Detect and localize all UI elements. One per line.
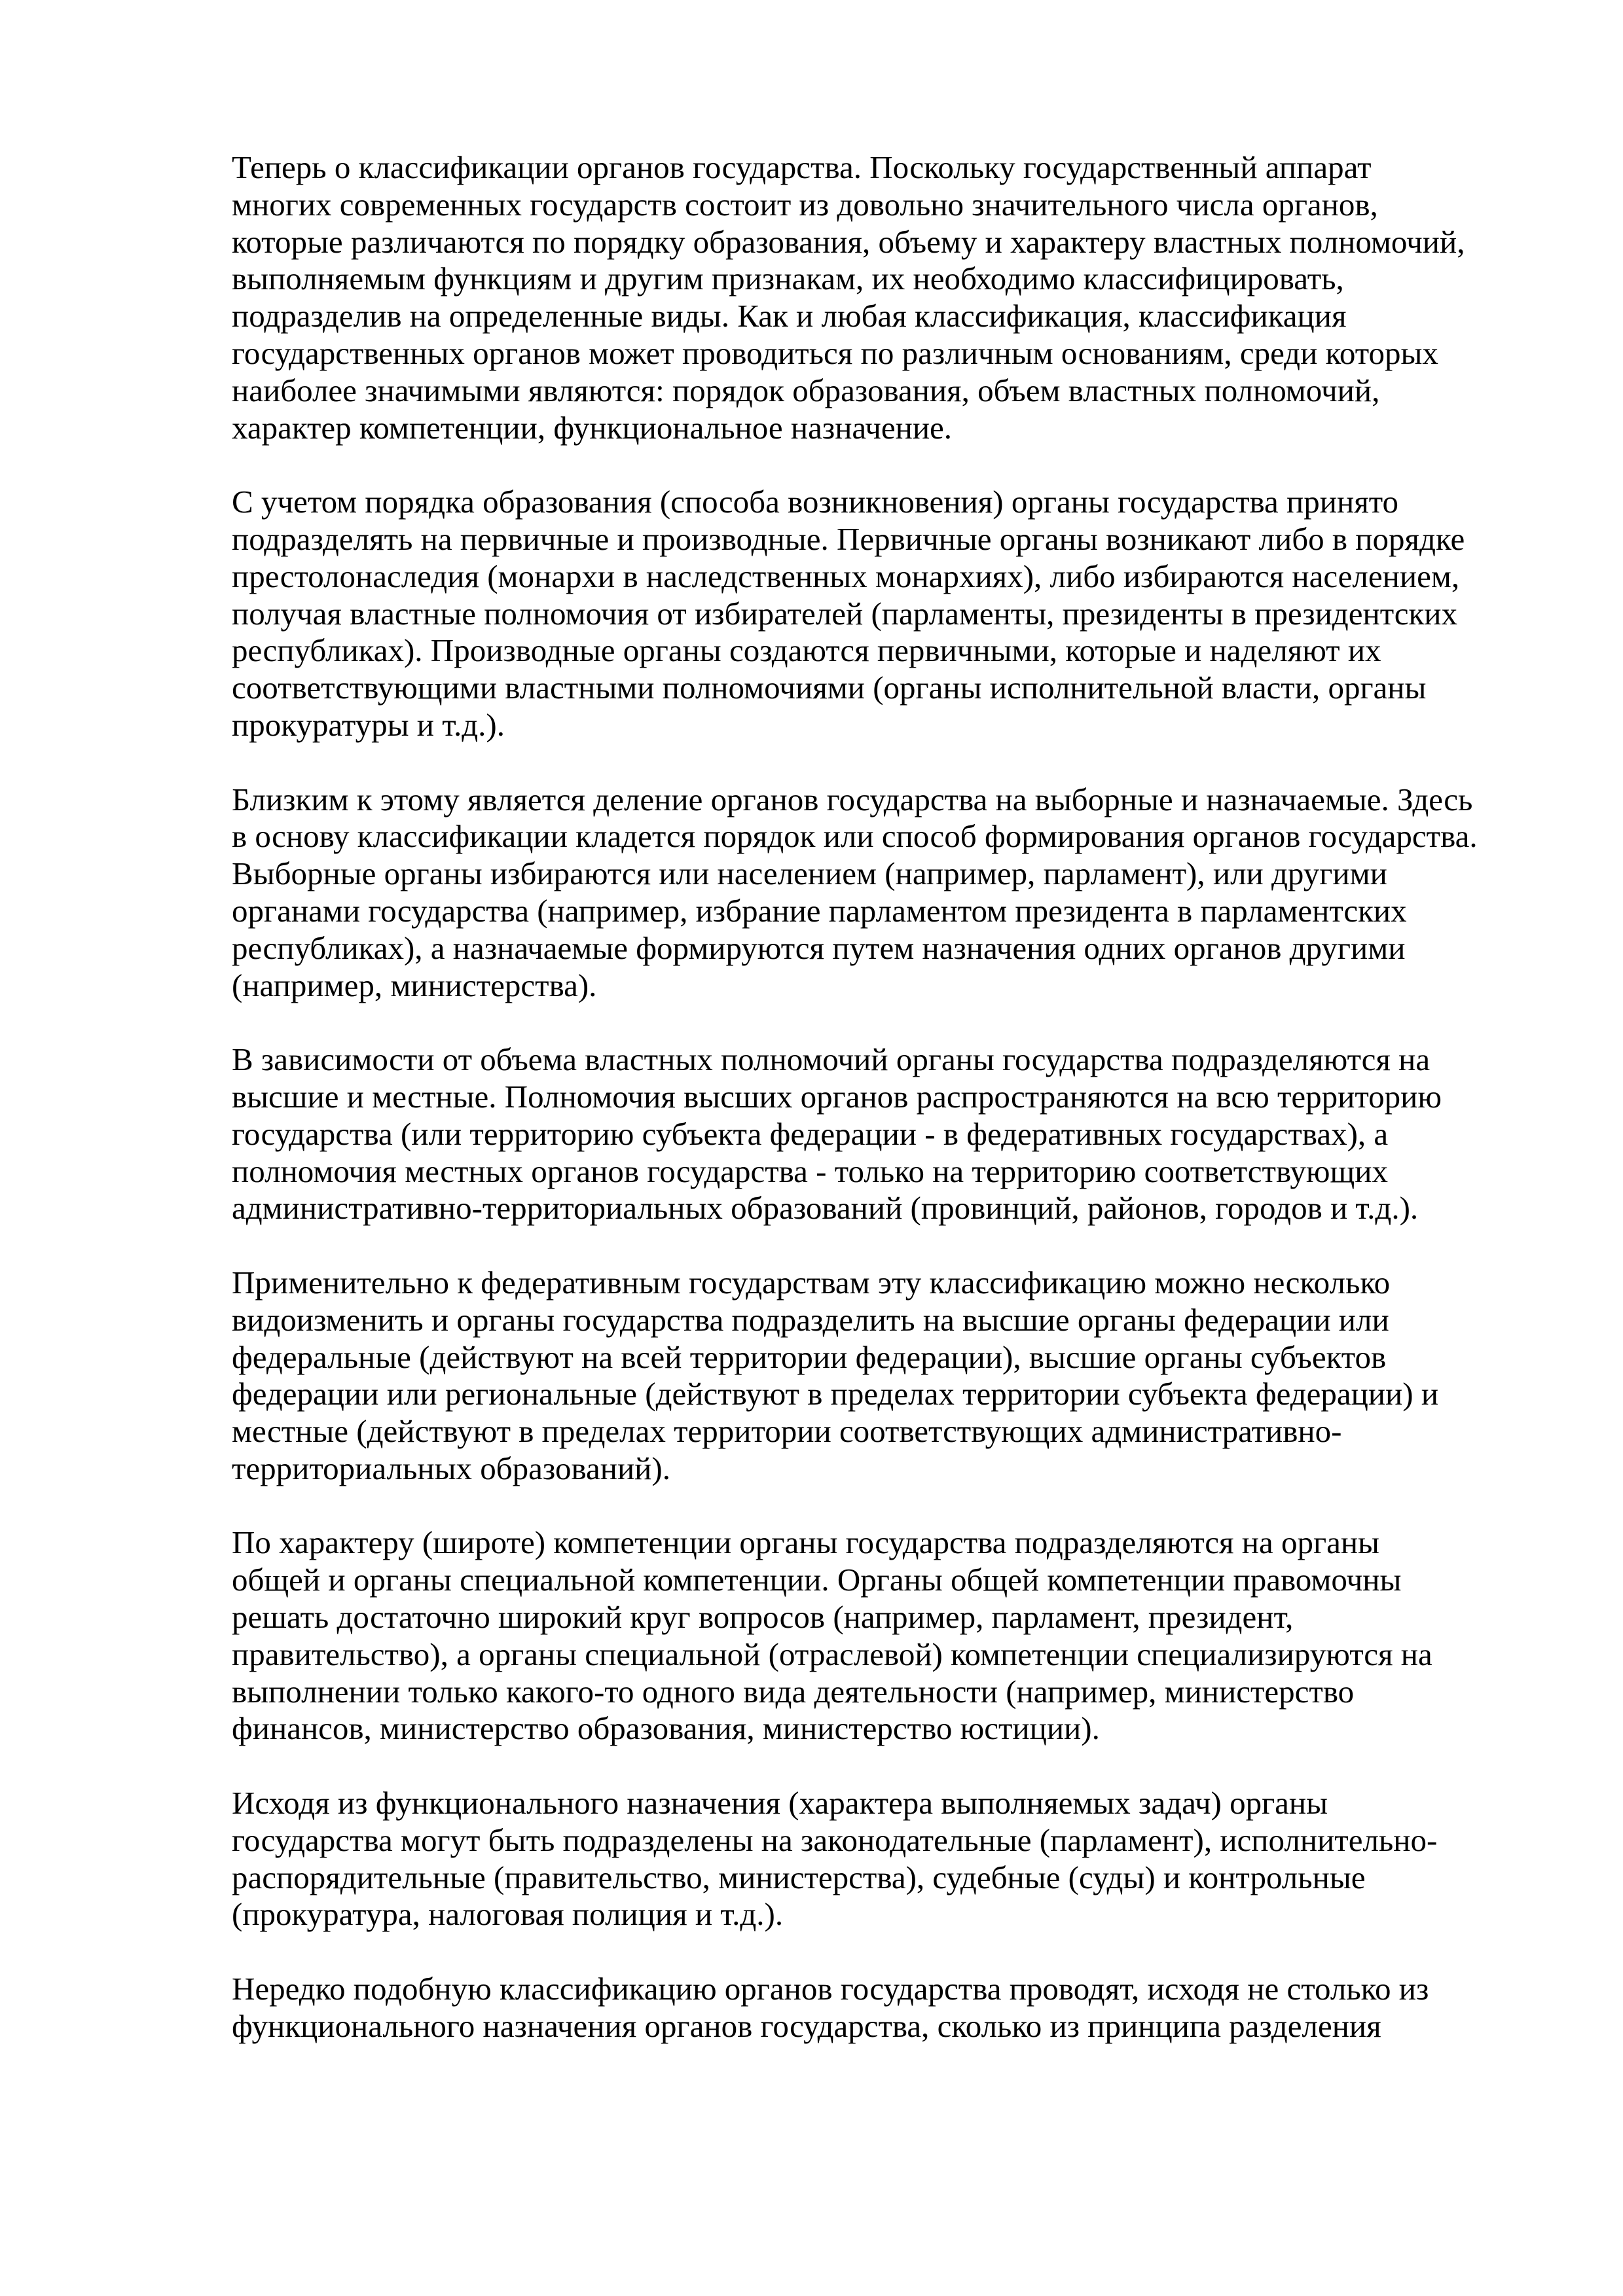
text-line: наиболее значимыми являются: порядок образования, объем властных полномочий,	[232, 372, 1380, 408]
text-line: высшие и местные. Полномочия высших органов распространяются на всю территорию	[232, 1078, 1442, 1115]
paragraph-2	[232, 484, 1531, 744]
text-line: (например, министерства).	[232, 967, 597, 1003]
text-line: Теперь о классификации органов государства. Поскольку государственный аппарат	[232, 149, 1372, 185]
text-line: выполняемым функциям и другим признакам, их необходимо классифицировать,	[232, 260, 1344, 297]
text-line: Нередко подобную классификацию органов государства проводят, исходя не столько из	[232, 1971, 1429, 2007]
text-line: По характеру (широте) компетенции органы государства подразделяются на органы	[232, 1524, 1379, 1561]
text-line: В зависимости от объема властных полномочий органы государства подразделяются на	[232, 1041, 1431, 1078]
paragraph-5	[232, 1265, 1531, 1488]
paragraph-3	[232, 781, 1531, 1005]
paragraph-8	[232, 1971, 1531, 2045]
text-line: получая властные полномочия от избирателей (парламенты, президенты в президентских	[232, 595, 1458, 632]
text-line: административно-территориальных образований (провинций, районов, городов и т.д.).	[232, 1190, 1419, 1227]
text-line: федерации или региональные (действуют в пределах территории субъекта федерации) и	[232, 1376, 1439, 1412]
text-line: Исходя из функционального назначения (характера выполняемых задач) органы	[232, 1785, 1328, 1821]
text-line: государства (или территорию субъекта федерации - в федеративных государствах), а	[232, 1115, 1389, 1152]
text-line: в основу классификации кладется порядок или способ формирования органов государства.	[232, 818, 1478, 855]
text-line: которые различаются по порядку образования, объему и характеру властных полномочий,	[232, 223, 1465, 260]
text-line: распорядительные (правительство, министерства), судебные (суды) и контрольные	[232, 1859, 1366, 1895]
text-line: полномочия местных органов государства - только на территорию соответствующих	[232, 1153, 1388, 1189]
text-line: выполнении только какого-то одного вида деятельности (например, министерство	[232, 1673, 1355, 1710]
text-line: решать достаточно широкий круг вопросов (например, парламент, президент,	[232, 1599, 1294, 1636]
text-line: подразделять на первичные и производные. Первичные органы возникают либо в порядке	[232, 520, 1465, 557]
text-line: многих современных государств состоит из довольно значительного числа органов,	[232, 186, 1378, 223]
text-line: правительство), а органы специальной (отраслевой) компетенции специализируются на	[232, 1636, 1432, 1672]
text-line: местные (действуют в пределах территории соответствующих административно-	[232, 1413, 1342, 1450]
text-line: Близким к этому является деление органов государства на выборные и назначаемые. Здесь	[232, 781, 1473, 817]
text-line: престолонаследия (монархи в наследственных монархиях), либо избираются населением,	[232, 558, 1460, 594]
text-line: государственных органов может проводиться по различным основаниям, среди которых	[232, 334, 1438, 371]
paragraph-4	[232, 1041, 1531, 1227]
text-line: функционального назначения органов государства, сколько из принципа разделения	[232, 2007, 1381, 2044]
text-line: прокуратуры и т.д.).	[232, 706, 505, 743]
text-line: Применительно к федеративным государствам эту классификацию можно несколько	[232, 1264, 1391, 1300]
document-body	[232, 149, 1531, 2082]
text-line: (прокуратура, налоговая полиция и т.д.).	[232, 1896, 784, 1933]
text-line: С учетом порядка образования (способа возникновения) органы государства принято	[232, 484, 1399, 520]
text-line: финансов, министерство образования, министерство юстиции).	[232, 1710, 1100, 1747]
text-line: федеральные (действуют на всей территории федерации), высшие органы субъектов	[232, 1338, 1387, 1375]
text-line: государства могут быть подразделены на законодательные (парламент), исполнительно-	[232, 1821, 1438, 1858]
paragraph-6	[232, 1524, 1531, 1748]
text-line: видоизменить и органы государства подразделить на высшие органы федерации или	[232, 1301, 1389, 1338]
text-line: республиках), а назначаемые формируются путем назначения одних органов другими	[232, 929, 1406, 966]
text-line: органами государства (например, избрание парламентом президента в парламентских	[232, 892, 1407, 929]
text-line: подразделив на определенные виды. Как и любая классификация, классификация	[232, 298, 1347, 334]
text-line: общей и органы специальной компетенции. Органы общей компетенции правомочны	[232, 1562, 1402, 1598]
text-line: республиках). Производные органы создаются первичными, которые и наделяют их	[232, 632, 1381, 669]
text-line: соответствующими властными полномочиями (органы исполнительной власти, органы	[232, 670, 1427, 706]
text-line: Выборные органы избираются или населением (например, парламент), или другими	[232, 855, 1387, 892]
text-line: характер компетенции, функциональное назначение.	[232, 409, 953, 446]
paragraph-1	[232, 149, 1531, 446]
text-line: территориальных образований).	[232, 1450, 670, 1486]
paragraph-7	[232, 1785, 1531, 1933]
